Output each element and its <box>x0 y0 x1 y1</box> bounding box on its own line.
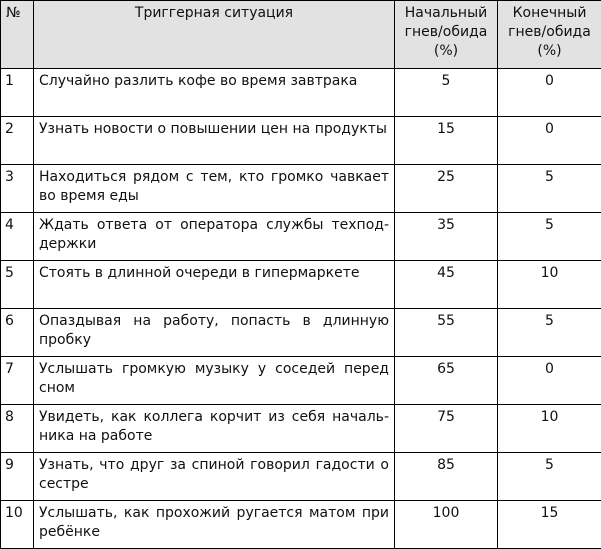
row-situation: Услышать громкую музыку у соседей перед сном <box>34 357 395 405</box>
row-number: 5 <box>1 261 34 309</box>
row-final-value: 10 <box>498 261 601 309</box>
row-number: 8 <box>1 405 34 453</box>
header-situation: Триггерная ситуация <box>34 1 395 69</box>
table-row <box>1 69 601 117</box>
row-number: 10 <box>1 501 34 549</box>
row-initial-value: 25 <box>395 165 498 213</box>
row-initial-value: 5 <box>395 69 498 117</box>
row-situation: Узнать новости о повышении цен на продукты <box>34 117 395 165</box>
table-row <box>1 405 601 453</box>
table-header <box>1 1 601 69</box>
row-initial-value: 15 <box>395 117 498 165</box>
header-final-line2: гнев/обида <box>508 24 591 40</box>
table-body <box>1 69 601 549</box>
row-number: 4 <box>1 213 34 261</box>
header-number: № <box>1 1 34 69</box>
header-initial-line1: Начальный <box>405 5 487 21</box>
row-situation: Опаздывая на работу, попасть в длинную пробку <box>34 309 395 357</box>
row-situation: Ждать ответа от оператора службы техподдержки <box>34 213 395 261</box>
table-row <box>1 213 601 261</box>
row-final-value: 15 <box>498 501 601 549</box>
header-initial-anger <box>395 1 498 69</box>
row-situation: Случайно разлить кофе во время завтрака <box>34 69 395 117</box>
row-final-value: 10 <box>498 405 601 453</box>
row-number: 3 <box>1 165 34 213</box>
table-row <box>1 357 601 405</box>
header-final-line1: Конечный <box>513 5 587 21</box>
row-final-value: 5 <box>498 165 601 213</box>
table-row <box>1 261 601 309</box>
row-final-value: 5 <box>498 213 601 261</box>
row-situation: Услышать, как прохожий ругается матом при ребёнке <box>34 501 395 549</box>
row-final-value: 0 <box>498 357 601 405</box>
table-row <box>1 117 601 165</box>
row-initial-value: 85 <box>395 453 498 501</box>
row-final-value: 0 <box>498 117 601 165</box>
row-final-value: 5 <box>498 309 601 357</box>
header-initial-line2: гнев/обида <box>405 24 488 40</box>
row-situation: Стоять в длинной очереди в гипермаркете <box>34 261 395 309</box>
row-number: 9 <box>1 453 34 501</box>
row-initial-value: 45 <box>395 261 498 309</box>
table-row <box>1 165 601 213</box>
row-initial-value: 65 <box>395 357 498 405</box>
row-initial-value: 35 <box>395 213 498 261</box>
header-initial-line3: (%) <box>434 43 458 59</box>
row-initial-value: 55 <box>395 309 498 357</box>
row-situation: Находиться рядом с тем, кто громко чавкает во время еды <box>34 165 395 213</box>
row-initial-value: 75 <box>395 405 498 453</box>
row-number: 1 <box>1 69 34 117</box>
row-situation: Увидеть, как коллега корчит из себя начальника на работе <box>34 405 395 453</box>
table-row <box>1 309 601 357</box>
row-final-value: 5 <box>498 453 601 501</box>
header-row <box>1 1 601 69</box>
row-number: 7 <box>1 357 34 405</box>
table-row <box>1 501 601 549</box>
row-number: 2 <box>1 117 34 165</box>
row-number: 6 <box>1 309 34 357</box>
row-final-value: 0 <box>498 69 601 117</box>
table-row <box>1 453 601 501</box>
header-final-anger <box>498 1 601 69</box>
row-situation: Узнать, что друг за спиной говорил гадости о сестре <box>34 453 395 501</box>
header-final-line3: (%) <box>537 43 561 59</box>
row-initial-value: 100 <box>395 501 498 549</box>
